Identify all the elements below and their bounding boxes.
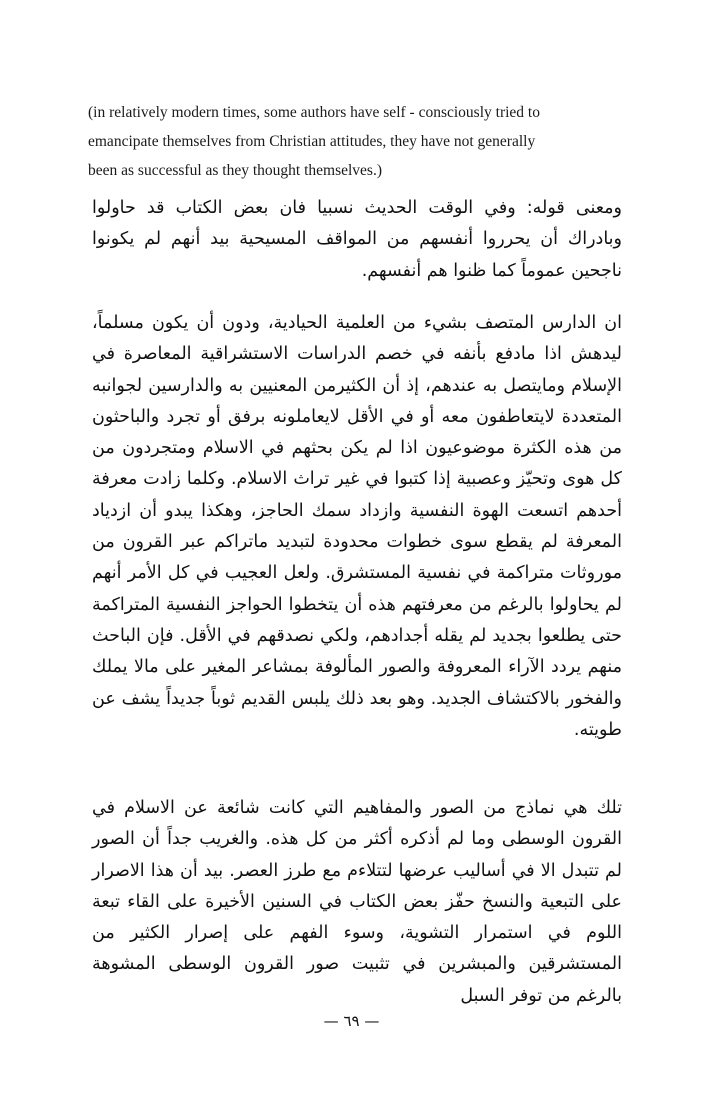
arabic-paragraph-translation: ومعنى قوله: وفي الوقت الحديث نسبيا فان بعض الكتاب قد حاولوا وبادراك أن يحرروا أنفسهم من المواقف المسيحية بيد أنهم لم يكونوا ناجحين عموماً كما ظنوا هم أنفسهم.	[92, 198, 622, 281]
arabic-paragraph-orientalist-studies: ان الدارس المتصف بشيء من العلمية الحيادية، ودون أن يكون مسلماً، ليدهش اذا مادفع بأنفه في خصم الدراسات الاستشراقية المعاصرة في الإسلام ومايتصل به عندهم، إذ أن الكثيرمن المعنيين به والدارسين لجوانبه المتعددة لايتعاطفون معه أو في الأقل لايعاملونه برفق أو تجرد والباحثون من هذه الكثرة موضوعيون اذا لم يكن بحثهم في الاسلام ومتجردون من كل هوى وتحيّز وعصبية إذا كتبوا في غير تراث الاسلام. وكلما زادت معرفة أحدهم اتسعت الهوة النفسية وازداد سمك الحاجز، وهكذا يبدو أن ازدياد المعرفة لم يقطع سوى خطوات محدودة لتبديد ماتراكم عبر القرون من موروثات متراكمة في نفسية المستشرق. ولعل العجيب في كل الأمر أنهم لم يحاولوا بالرغم من معرفتهم هذه أن يتخطوا الحواجز النفسية المتراكمة حتى يطلعوا بجديد لم يقله أجدادهم، ولكي نصدقهم في الأقل. فإن الباحث منهم يردد الآراء المعروفة والصور المألوفة بمشاعر المغير على مالا يملك والفخور بالاكتشاف الجديد. وهو بعد ذلك يلبس القديم ثوباً جديداً يشف عن طويته.	[92, 313, 622, 740]
page-number: — ٦٩ —	[323, 1012, 380, 1030]
english-quote: (in relatively modern times, some authors have self - consciously tried to emancipate themselves from Christian attitudes, they have not generally been as successful as they thought themselves.)	[88, 104, 540, 179]
arabic-paragraph-medieval-images: تلك هي نماذج من الصور والمفاهيم التي كانت شائعة عن الاسلام في القرون الوسطى وما لم أذكره أكثر من كل هذه. والغريب جداً أن الصور لم تتبدل الا في أساليب عرضها لتتلاءم مع طرز العصر. بيد أن هذا الاصرار على التبعية والنسخ حفّز بعض الكتاب في السنين الأخيرة على القاء تبعة اللوم في استمرار التشوية، وسوء الفهم على إصرار الكثير من المستشرقين والمبشرين في تثبيت صور القرون الوسطى المشوهة بالرغم من توفر السبل	[92, 798, 622, 1006]
